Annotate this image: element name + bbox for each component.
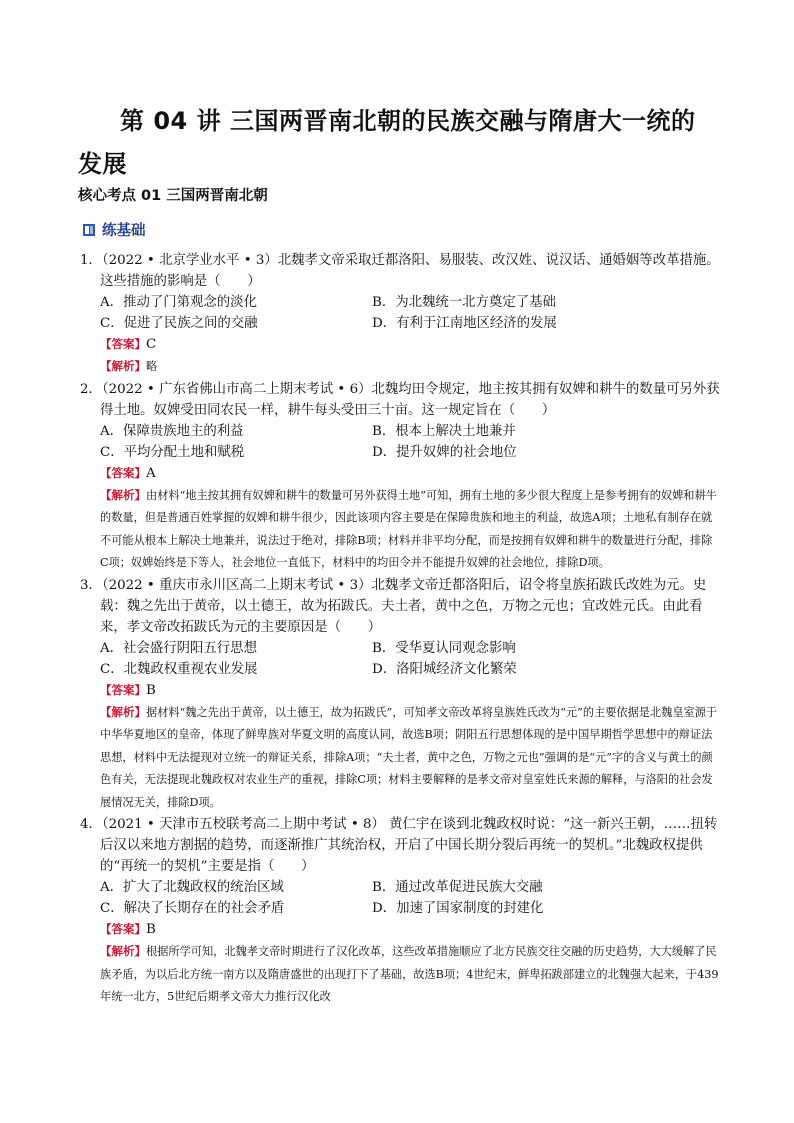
option-grid bbox=[80, 421, 720, 463]
answer-tag: 【答案】 bbox=[100, 922, 146, 936]
explanation bbox=[80, 484, 720, 575]
question-list bbox=[80, 250, 720, 1009]
option-b: B．为北魏统一北方奠定了基础 bbox=[372, 295, 556, 310]
option-d: D．有利于江南地区经济的发展 bbox=[372, 316, 557, 331]
option-d: D．提升奴婢的社会地位 bbox=[372, 444, 517, 460]
explanation bbox=[80, 701, 720, 815]
question-stem: 1．（2022 • 北京学业水平 • 3）北魏孝文帝采取迁都洛阳、易服装、改汉姓、说汉话、通婚姻等改革措施。这些措施的影响是（ ） bbox=[80, 253, 720, 289]
option-grid bbox=[80, 877, 720, 919]
question-1 bbox=[80, 250, 720, 379]
page-subtitle: 核心考点 01 三国两晋南北朝 bbox=[78, 188, 268, 204]
answer-tag: 【答案】 bbox=[100, 337, 146, 351]
option-c: C．北魏政权重视农业发展 bbox=[100, 661, 258, 677]
option-c: C．促进了民族之间的交融 bbox=[100, 316, 258, 331]
page-title: 第 04 讲 三国两晋南北朝的民族交融与隋唐大一统的发展 bbox=[78, 107, 696, 178]
question-stem: 2．（2022 • 广东省佛山市高二上期末考试 • 6）北魏均田令规定，地主按其拥有奴婢和耕牛的数量可另外获得土地。奴婢受田同农民一样，耕牛每头受田三十亩。这一规定旨在（ ） bbox=[80, 381, 720, 418]
question-4 bbox=[80, 814, 720, 1009]
section-label: 练基础 bbox=[102, 223, 146, 239]
option-d: D．洛阳城经济文化繁荣 bbox=[372, 661, 517, 677]
answer-value: C bbox=[146, 337, 157, 352]
answer-tag: 【答案】 bbox=[100, 682, 146, 697]
option-b: B．受华夏认同观念影响 bbox=[372, 640, 516, 656]
explanation-tag: 【解析】 bbox=[100, 944, 146, 958]
explanation-text: 由材料“地主按其拥有奴婢和耕牛的数量可另外获得土地”可知，拥有土地的多少很大程度上是参考拥有的奴婢和耕牛的数量，但是普通百姓掌握的奴婢和耕牛很少，因此该项内容主要是在保障贵族和地主的利益，故选A项；土地私有制存在就不可能从根本上解决土地兼并，说法过于绝对，排除B项；材料并非平均分配，而是按拥有奴婢和耕牛的数量进行分配，排除C项；奴婢始终是下等人，社会地位一直低下，材料中的均田令并不能提升奴婢的社会地位，排除D项。 bbox=[100, 488, 717, 569]
option-c: C．平均分配土地和赋税 bbox=[100, 444, 245, 460]
answer-value: B bbox=[146, 682, 156, 698]
option-b: B．通过改革促进民族大交融 bbox=[372, 880, 543, 895]
question-stem: 4．（2021 • 天津市五校联考高二上期中考试 • 8） 黄仁宇在谈到北魏政权时说：“这一新兴王朝，……扭转后汉以来地方割据的趋势，而逐渐推广其统治权，开启了中国长期分裂后再统一的契机。”北魏政权提供的“再统一的契机”主要是指（ ） bbox=[80, 817, 718, 874]
option-c: C．解决了长期存在的社会矛盾 bbox=[100, 901, 285, 916]
answer-line bbox=[80, 334, 720, 355]
explanation-text: 略 bbox=[146, 360, 158, 373]
option-a: A．推动了门第观念的淡化 bbox=[100, 295, 257, 310]
option-a: A．保障贵族地主的利益 bbox=[100, 423, 244, 439]
answer-line bbox=[80, 919, 720, 940]
book-icon bbox=[82, 223, 96, 237]
option-b: B．根本上解决土地兼并 bbox=[372, 423, 516, 439]
section-heading bbox=[82, 219, 146, 240]
option-grid bbox=[80, 292, 720, 334]
answer-value: A bbox=[146, 465, 156, 481]
explanation bbox=[80, 355, 720, 379]
option-d: D．加速了国家制度的封建化 bbox=[372, 901, 544, 916]
explanation-text: 根据所学可知，北魏孝文帝时期进行了汉化改革，这些改革措施顺应了北方民族交往交融的历史趋势，大大缓解了民族矛盾，为以后北方统一南方以及隋唐盛世的出现打下了基础，故选B项；4世纪末，鲜卑拓跋部建立的北魏强大起来，于439年统一北方，5世纪后期孝文帝大力推行汉化改 bbox=[100, 945, 719, 1003]
option-a: A．扩大了北魏政权的统治区域 bbox=[100, 880, 284, 895]
question-2 bbox=[80, 379, 720, 575]
answer-tag: 【答案】 bbox=[100, 465, 146, 480]
explanation-tag: 【解析】 bbox=[100, 487, 146, 502]
answer-line bbox=[80, 463, 720, 484]
explanation bbox=[80, 940, 720, 1009]
explanation-tag: 【解析】 bbox=[100, 704, 146, 719]
explanation-tag: 【解析】 bbox=[100, 359, 146, 373]
question-3 bbox=[80, 575, 720, 815]
option-grid bbox=[80, 638, 720, 680]
answer-line bbox=[80, 680, 720, 701]
explanation-text: 据材料“魏之先出于黄帝，以土德王，故为拓跋氏”，可知孝文帝改革将皇族姓氏改为“元”的主要依据是北魏皇室源于中华华夏地区的皇帝，体现了鲜卑族对华夏文明的高度认同，故选B项；阴阳五行思想体现的是中国早期哲学思想中的辩证法思想，材料中无法提现对立统一的辩证关系，排除A项；“夫土者，黄中之色，万物之元也”强调的是“元”字的含义与黄土的颜色有关，无法提现北魏政权对农业生产的重视，排除C项；材料主要解释的是孝文帝对皇室姓氏来源的解释，与洛阳的社会发展情况无关，排除D项。 bbox=[100, 705, 718, 809]
question-stem: 3．（2022 • 重庆市永川区高二上期末考试 • 3）北魏孝文帝迁都洛阳后，诏令将皇族拓跋氏改姓为元。史载：魏之先出于黄帝，以土德王，故为拓跋氏。夫土者，黄中之色，万物之元也；宜改姓元氏。由此看来，孝文帝改拓跋氏为元的主要原因是（ ） bbox=[80, 577, 707, 635]
answer-value: B bbox=[146, 922, 156, 937]
option-a: A．社会盛行阴阳五行思想 bbox=[100, 640, 257, 656]
